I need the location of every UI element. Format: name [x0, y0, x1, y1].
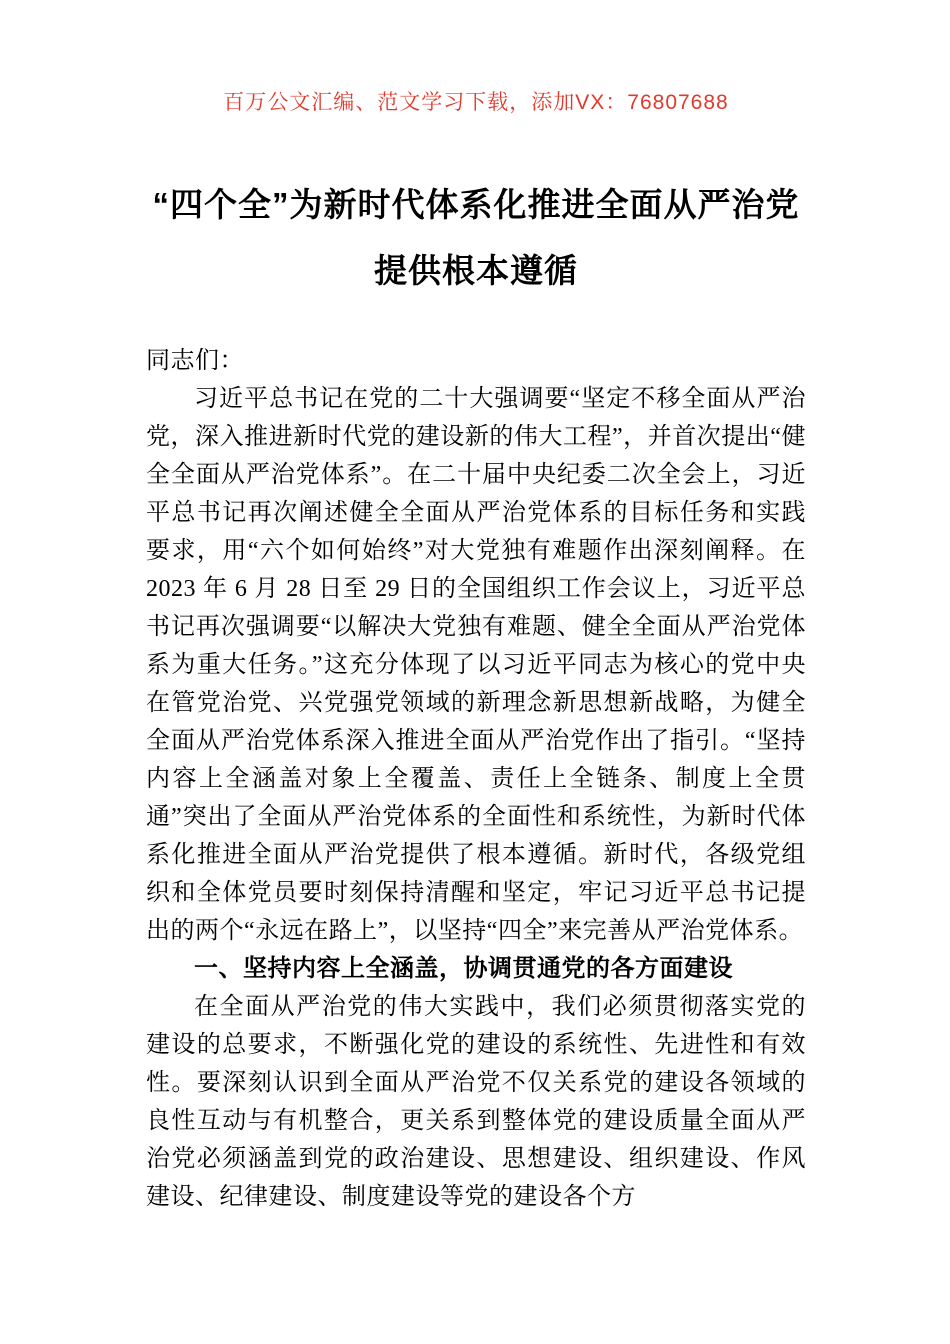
- document-title: “四个全”为新时代体系化推进全面从严治党提供根本遵循: [152, 186, 800, 289]
- section-heading-1: 一、坚持内容上全涵盖，协调贯通党的各方面建设: [194, 956, 733, 982]
- paragraph-body-1: 习近平总书记在党的二十大强调要“坚定不移全面从严治党，深入推进新时代党的建设新的伟大工程”，并首次提出“健全全面从严治党体系”。在二十届中央纪委二次全会上，习近平总书记再次阐述健全全面从严治党体系的目标任务和实践要求，用“六个如何始终”对大党独有难题作出深刻阐释。在 2023 年 6 月 28 日至 29 日的全国组织工作会议上，习近平总书记再次强调要“以解决大党独有难题、健全全面从严治党体系为重大任务。”这充分体现了以习近平同志为核心的党中央在管党治党、兴党强党领域的新理念新思想新战略，为健全全面从严治党体系深入推进全面从严治党作出了指引。“坚持内容上全涵盖对象上全覆盖、责任上全链条、制度上全贯通”突出了全面从严治党体系的全面性和系统性，为新时代体系化推进全面从严治党提供了根本遵循。新时代，各级党组织和全体党员要时刻保持清醒和坚定，牢记习近平总书记提出的两个“永远在路上”，以坚持“四全”来完善从严治党体系。: [146, 386, 806, 944]
- document-body: [146, 342, 806, 1216]
- paragraph-body-2: 在全面从严治党的伟大实践中，我们必须贯彻落实党的建设的总要求，不断强化党的建设的系统性、先进性和有效性。要深刻认识到全面从严治党不仅关系党的建设各领域的良性互动与有机整合，更关系到整体党的建设质量全面从严治党必须涵盖到党的政治建设、思想建设、组织建设、作风建设、纪律建设、制度建设等党的建设各个方: [146, 994, 806, 1210]
- header-notice: 百万公文汇编、范文学习下载，添加VX：76807688: [223, 91, 729, 114]
- paragraph-salutation: 同志们：: [146, 348, 244, 374]
